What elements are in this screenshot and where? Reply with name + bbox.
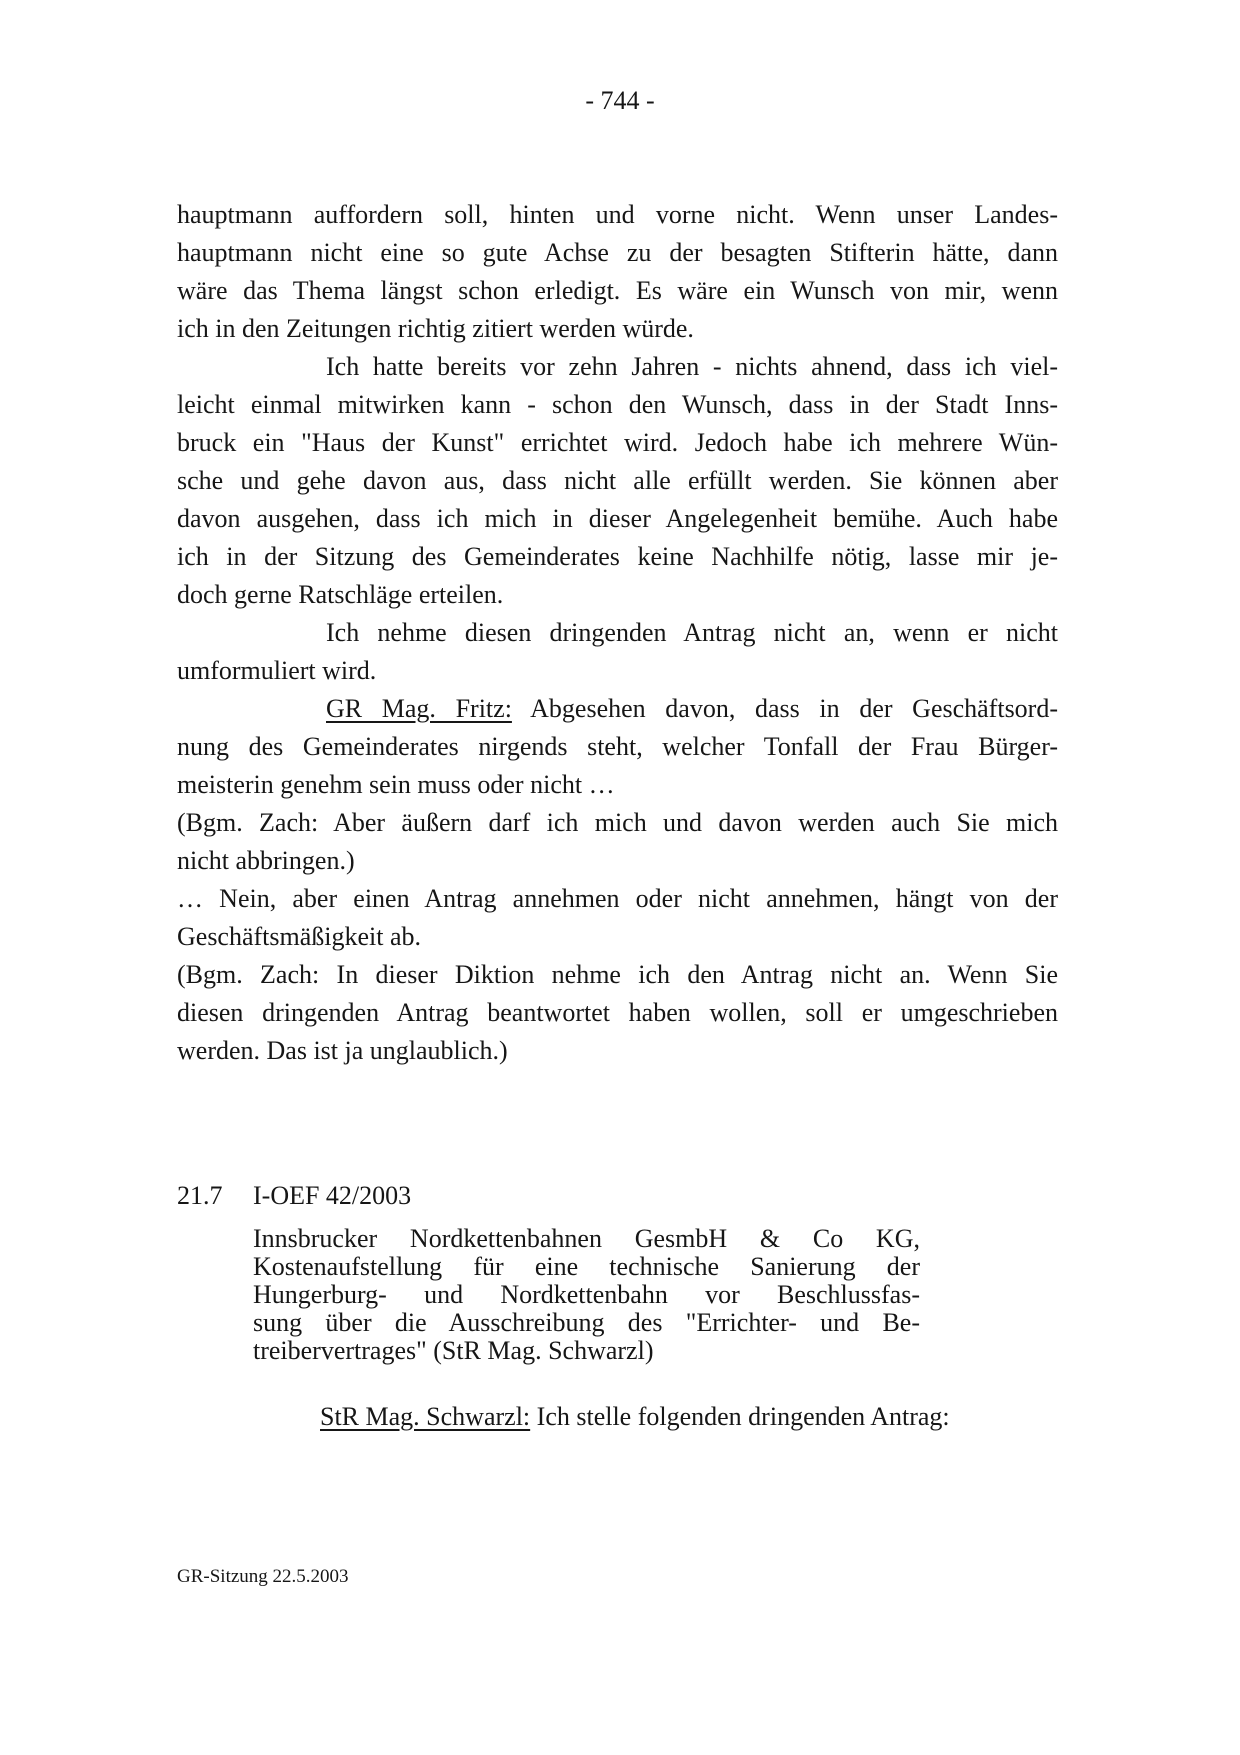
section-description-line: Innsbrucker Nordkettenbahnen GesmbH & Co KG, bbox=[253, 1224, 920, 1253]
speaker-name-underlined: GR Mag. Fritz: bbox=[326, 694, 512, 723]
speaker-name-underlined: StR Mag. Schwarzl: bbox=[320, 1402, 531, 1431]
body-line: doch gerne Ratschläge erteilen. bbox=[177, 580, 504, 609]
body-line: hauptmann nicht eine so gute Achse zu der besagten Stifterin hätte, dann bbox=[177, 238, 1058, 267]
body-line: Ich hatte bereits vor zehn Jahren - nichts ahnend, dass ich viel- bbox=[326, 352, 1058, 381]
section-description-line: Hungerburg- und Nordkettenbahn vor Beschlussfas- bbox=[253, 1280, 920, 1309]
section-description-line: treibervertrages" (StR Mag. Schwarzl) bbox=[253, 1336, 654, 1365]
section-description bbox=[253, 1225, 920, 1365]
body-line: wäre das Thema längst schon erledigt. Es wäre ein Wunsch von mir, wenn bbox=[177, 276, 1058, 305]
body-line: Geschäftsmäßigkeit ab. bbox=[177, 922, 422, 951]
body-line: umformuliert wird. bbox=[177, 656, 377, 685]
body-line: davon ausgehen, dass ich mich in dieser Angelegenheit bemühe. Auch habe bbox=[177, 504, 1058, 533]
section-heading bbox=[177, 1177, 411, 1215]
body-line-text: Abgesehen davon, dass in der Geschäftsord- bbox=[511, 694, 1058, 723]
body-line: hauptmann auffordern soll, hinten und vorne nicht. Wenn unser Landes- bbox=[177, 200, 1058, 229]
body-line: diesen dringenden Antrag beantwortet haben wollen, soll er umgeschrieben bbox=[177, 998, 1058, 1027]
speech-line bbox=[320, 1398, 950, 1436]
section-description-line: Kostenaufstellung für eine technische Sanierung der bbox=[253, 1252, 920, 1281]
body-line: werden. Das ist ja unglaublich.) bbox=[177, 1036, 508, 1065]
section-number: 21.7 bbox=[177, 1181, 223, 1210]
body-line: … Nein, aber einen Antrag annehmen oder nicht annehmen, hängt von der bbox=[177, 884, 1058, 913]
speech-text: Ich stelle folgenden dringenden Antrag: bbox=[530, 1402, 950, 1431]
body-line: Ich nehme diesen dringenden Antrag nicht an, wenn er nicht bbox=[326, 618, 1058, 647]
body-line: bruck ein "Haus der Kunst" errichtet wird. Jedoch habe ich mehrere Wün- bbox=[177, 428, 1058, 457]
section-code: I-OEF 42/2003 bbox=[253, 1181, 412, 1210]
body-line: sche und gehe davon aus, dass nicht alle erfüllt werden. Sie können aber bbox=[177, 466, 1058, 495]
body-line bbox=[177, 690, 1058, 728]
body-text bbox=[177, 196, 1058, 1070]
section-description-line: sung über die Ausschreibung des "Errichter- und Be- bbox=[253, 1308, 920, 1337]
body-line: nicht abbringen.) bbox=[177, 846, 355, 875]
body-line: leicht einmal mitwirken kann - schon den Wunsch, dass in der Stadt Inns- bbox=[177, 390, 1058, 419]
footer-note: GR-Sitzung 22.5.2003 bbox=[177, 1566, 349, 1587]
body-line: ich in den Zeitungen richtig zitiert werden würde. bbox=[177, 314, 694, 343]
body-line: meisterin genehm sein muss oder nicht … bbox=[177, 770, 615, 799]
body-line: ich in der Sitzung des Gemeinderates keine Nachhilfe nötig, lasse mir je- bbox=[177, 542, 1058, 571]
body-line: (Bgm. Zach: Aber äußern darf ich mich und davon werden auch Sie mich bbox=[177, 808, 1058, 837]
page-number: - 744 - bbox=[585, 86, 655, 115]
body-line: (Bgm. Zach: In dieser Diktion nehme ich den Antrag nicht an. Wenn Sie bbox=[177, 960, 1058, 989]
body-line: nung des Gemeinderates nirgends steht, welcher Tonfall der Frau Bürger- bbox=[177, 732, 1058, 761]
